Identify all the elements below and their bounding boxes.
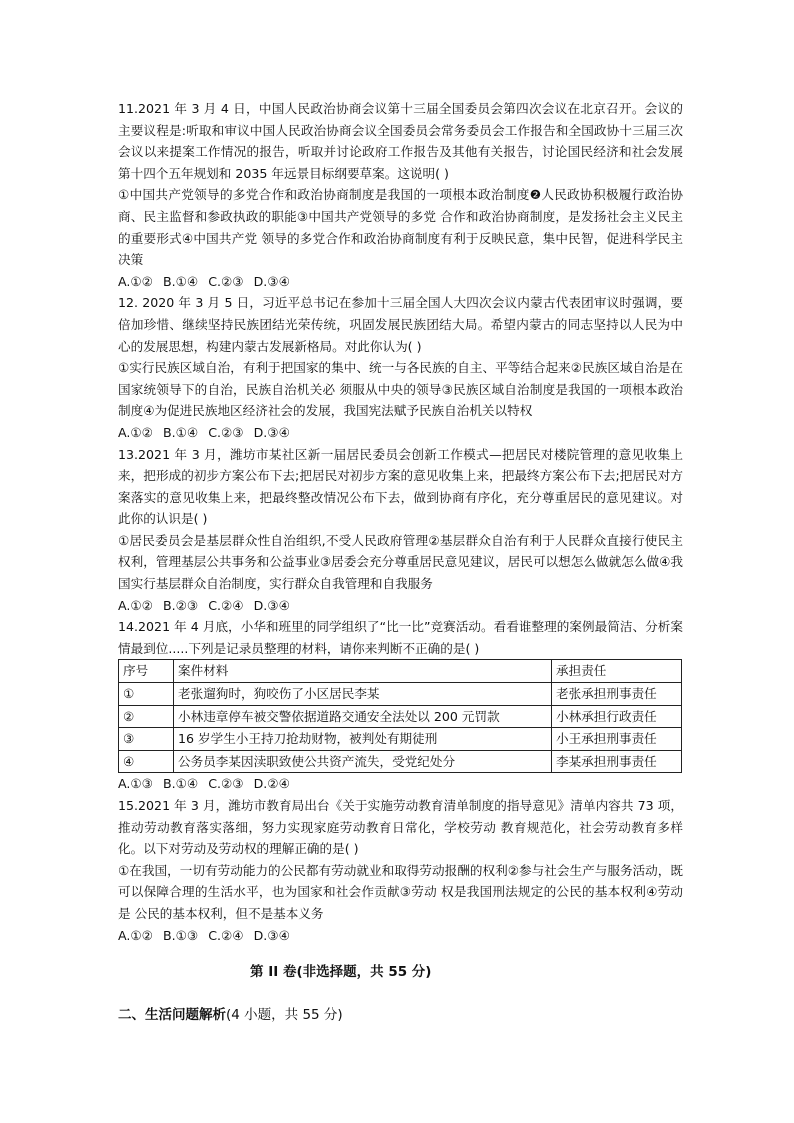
- option-d: D.③④: [253, 273, 290, 289]
- option-c: C.②③: [208, 273, 244, 289]
- option-b: B.①④: [162, 273, 199, 289]
- question-15-options: [118, 925, 683, 947]
- cell-material: 公务员李某因渎职致使公共资产流失，受党纪处分: [174, 750, 552, 773]
- exam-page: [118, 98, 683, 946]
- option-c: C.②③: [208, 776, 244, 792]
- question-11: [118, 98, 683, 292]
- question-13: [118, 444, 683, 617]
- question-12-options: [118, 422, 683, 444]
- question-15-statements: ①在我国，一切有劳动能力的公民都有劳动就业和取得劳动报酬的权利②参与社会生产与服务活动，既可以保障合理的生活水平，也为国家和社会作贡献③劳动 权是我国刑法规定的公民的基本权利④劳动是 公民的基本权利，但不是基本义务: [118, 862, 683, 921]
- cell-material: 16 岁学生小王持刀抢劫财物，被判处有期徒刑: [174, 728, 552, 751]
- question-15: [118, 795, 683, 946]
- table-row: [119, 728, 682, 751]
- cell-material: 老张遛狗时，狗咬伤了小区居民李某: [174, 683, 552, 706]
- question-11-options: [118, 271, 683, 293]
- table-row: [119, 705, 682, 728]
- question-14: [118, 616, 683, 795]
- header-index: 序号: [119, 660, 174, 683]
- question-13-statements: ①居民委员会是基层群众性自治组织,不受人民政府管理②基层群众自治有利于人民群众直接行使民主权利，管理基层公共事务和公益事业③居委会充分尊重居民意见建议，居民可以想怎么做就怎么做④我国实行基层群众自治制度，实行群众自我管理和自我服务: [118, 532, 683, 592]
- question-12-stem: 12. 2020 年 3 月 5 日，习近平总书记在参加十三届全国人大四次会议内蒙古代表团审议时强调，要倍加珍惜、继续坚持民族团结光荣传统，巩固发展民族团结大局。希望内蒙古的同志坚持以人民为中心的发展思想，构建内蒙古发展新格局。对此你认为( ): [118, 295, 683, 354]
- cell-liability: 李某承担刑事责任: [552, 750, 682, 773]
- table-header-row: [119, 660, 682, 683]
- option-a: A.①②: [118, 424, 153, 440]
- case-table: [118, 659, 682, 773]
- option-c: C.②③: [208, 424, 244, 440]
- option-a: A.①②: [118, 273, 153, 289]
- option-d: D.②④: [253, 776, 290, 792]
- option-d: D.③④: [253, 597, 290, 613]
- header-material: 案件材料: [174, 660, 552, 683]
- question-11-stem: 11.2021 年 3 月 4 日，中国人民政治协商会议第十三届全国委员会第四次会议在北京召开。会议的主要议程是:听取和审议中国人民政治协商会议全国委员会常务委员会工作报告和全国政协十三届三次会议以来提案工作情况的报告，听取并讨论政府工作报告及其他有关报告，讨论国民经济和社会发展第十四个五年规划和 2035 年远景目标纲要草案。这说明( ): [118, 101, 683, 181]
- question-12-statements: ①实行民族区域自治，有利于把国家的集中、统一与各民族的自主、平等结合起来②民族区域自治是在国家统领导下的自治，民族自治机关必 须服从中央的领导③民族区域自治制度是我国的一项根本政治制度④为促进民族地区经济社会的发展，我国宪法赋予民族自治机关以特权: [118, 360, 683, 419]
- option-b: B.①④: [162, 776, 199, 792]
- question-14-stem: 14.2021 年 4 月底，小华和班里的同学组织了“比一比”竞赛活动。看看谁整理的案例最简洁、分析案情最到位.....下列是记录员整理的材料，请你来判断不正确的是( ): [118, 619, 683, 656]
- option-b: B.②③: [162, 597, 199, 613]
- question-13-stem: 13.2021 年 3 月，潍坊市某社区新一届居民委员会创新工作模式—把居民对楼院管理的意见收集上来，把形成的初步方案公布下去;把居民对初步方案的意见收集上来，把最终方案公布下去;把居民对方案落实的意见收集上来，把最终整改情况公布下去，做到协商有序化，充分尊重居民的意见建议。对此你的认识是( ): [118, 446, 683, 527]
- option-d: D.③④: [253, 424, 290, 440]
- table-row: [119, 750, 682, 773]
- question-11-statements: ①中国共产党领导的多党合作和政治协商制度是我国的一项根本政治制度❷人民政协积极履行政治协商、民主监督和参政执政的职能③中国共产党领导的多党 合作和政治协商制度，是发扬社会主义民主的重要形式④中国共产党 领导的多党合作和政治协商制度有利于反映民意，集中民智，促进科学民主决策: [118, 187, 683, 268]
- option-c: C.②④: [208, 927, 244, 943]
- cell-liability: 老张承担刑事责任: [552, 683, 682, 706]
- option-d: D.③④: [253, 927, 290, 943]
- question-13-options: [118, 595, 683, 617]
- question-12: [118, 292, 683, 443]
- option-b: B.①④: [162, 424, 199, 440]
- cell-index: ①: [119, 683, 174, 706]
- section-2-title: 第 II 卷(非选择题，共 55 分): [250, 964, 432, 980]
- cell-material: 小林违章停车被交警依据道路交通安全法处以 200 元罚款: [174, 705, 552, 728]
- cell-liability: 小林承担行政责任: [552, 705, 682, 728]
- table-row: [119, 683, 682, 706]
- option-a: A.①②: [118, 927, 153, 943]
- cell-index: ②: [119, 705, 174, 728]
- cell-liability: 小王承担刑事责任: [552, 728, 682, 751]
- header-liability: 承担责任: [552, 660, 682, 683]
- option-a: A.①③: [118, 776, 153, 792]
- question-15-stem: 15.2021 年 3 月，潍坊市教育局出台《关于实施劳动教育清单制度的指导意见》清单内容共 73 项，推动劳动教育落实落细，努力实现家庭劳动教育日常化，学校劳动 教育规范化，社会劳动教育多样化。以下对劳动及劳动权的理解正确的是( ): [118, 798, 683, 857]
- cell-index: ③: [119, 728, 174, 751]
- question-14-options: [118, 773, 683, 795]
- option-c: C.②④: [208, 597, 244, 613]
- option-a: A.①②: [118, 597, 153, 613]
- option-b: B.①③: [162, 927, 199, 943]
- part-2-label: 二、生活问题解析: [118, 1007, 226, 1023]
- cell-index: ④: [119, 750, 174, 773]
- part-2-heading: [118, 1003, 343, 1023]
- part-2-note: (4 小题，共 55 分): [226, 1007, 343, 1023]
